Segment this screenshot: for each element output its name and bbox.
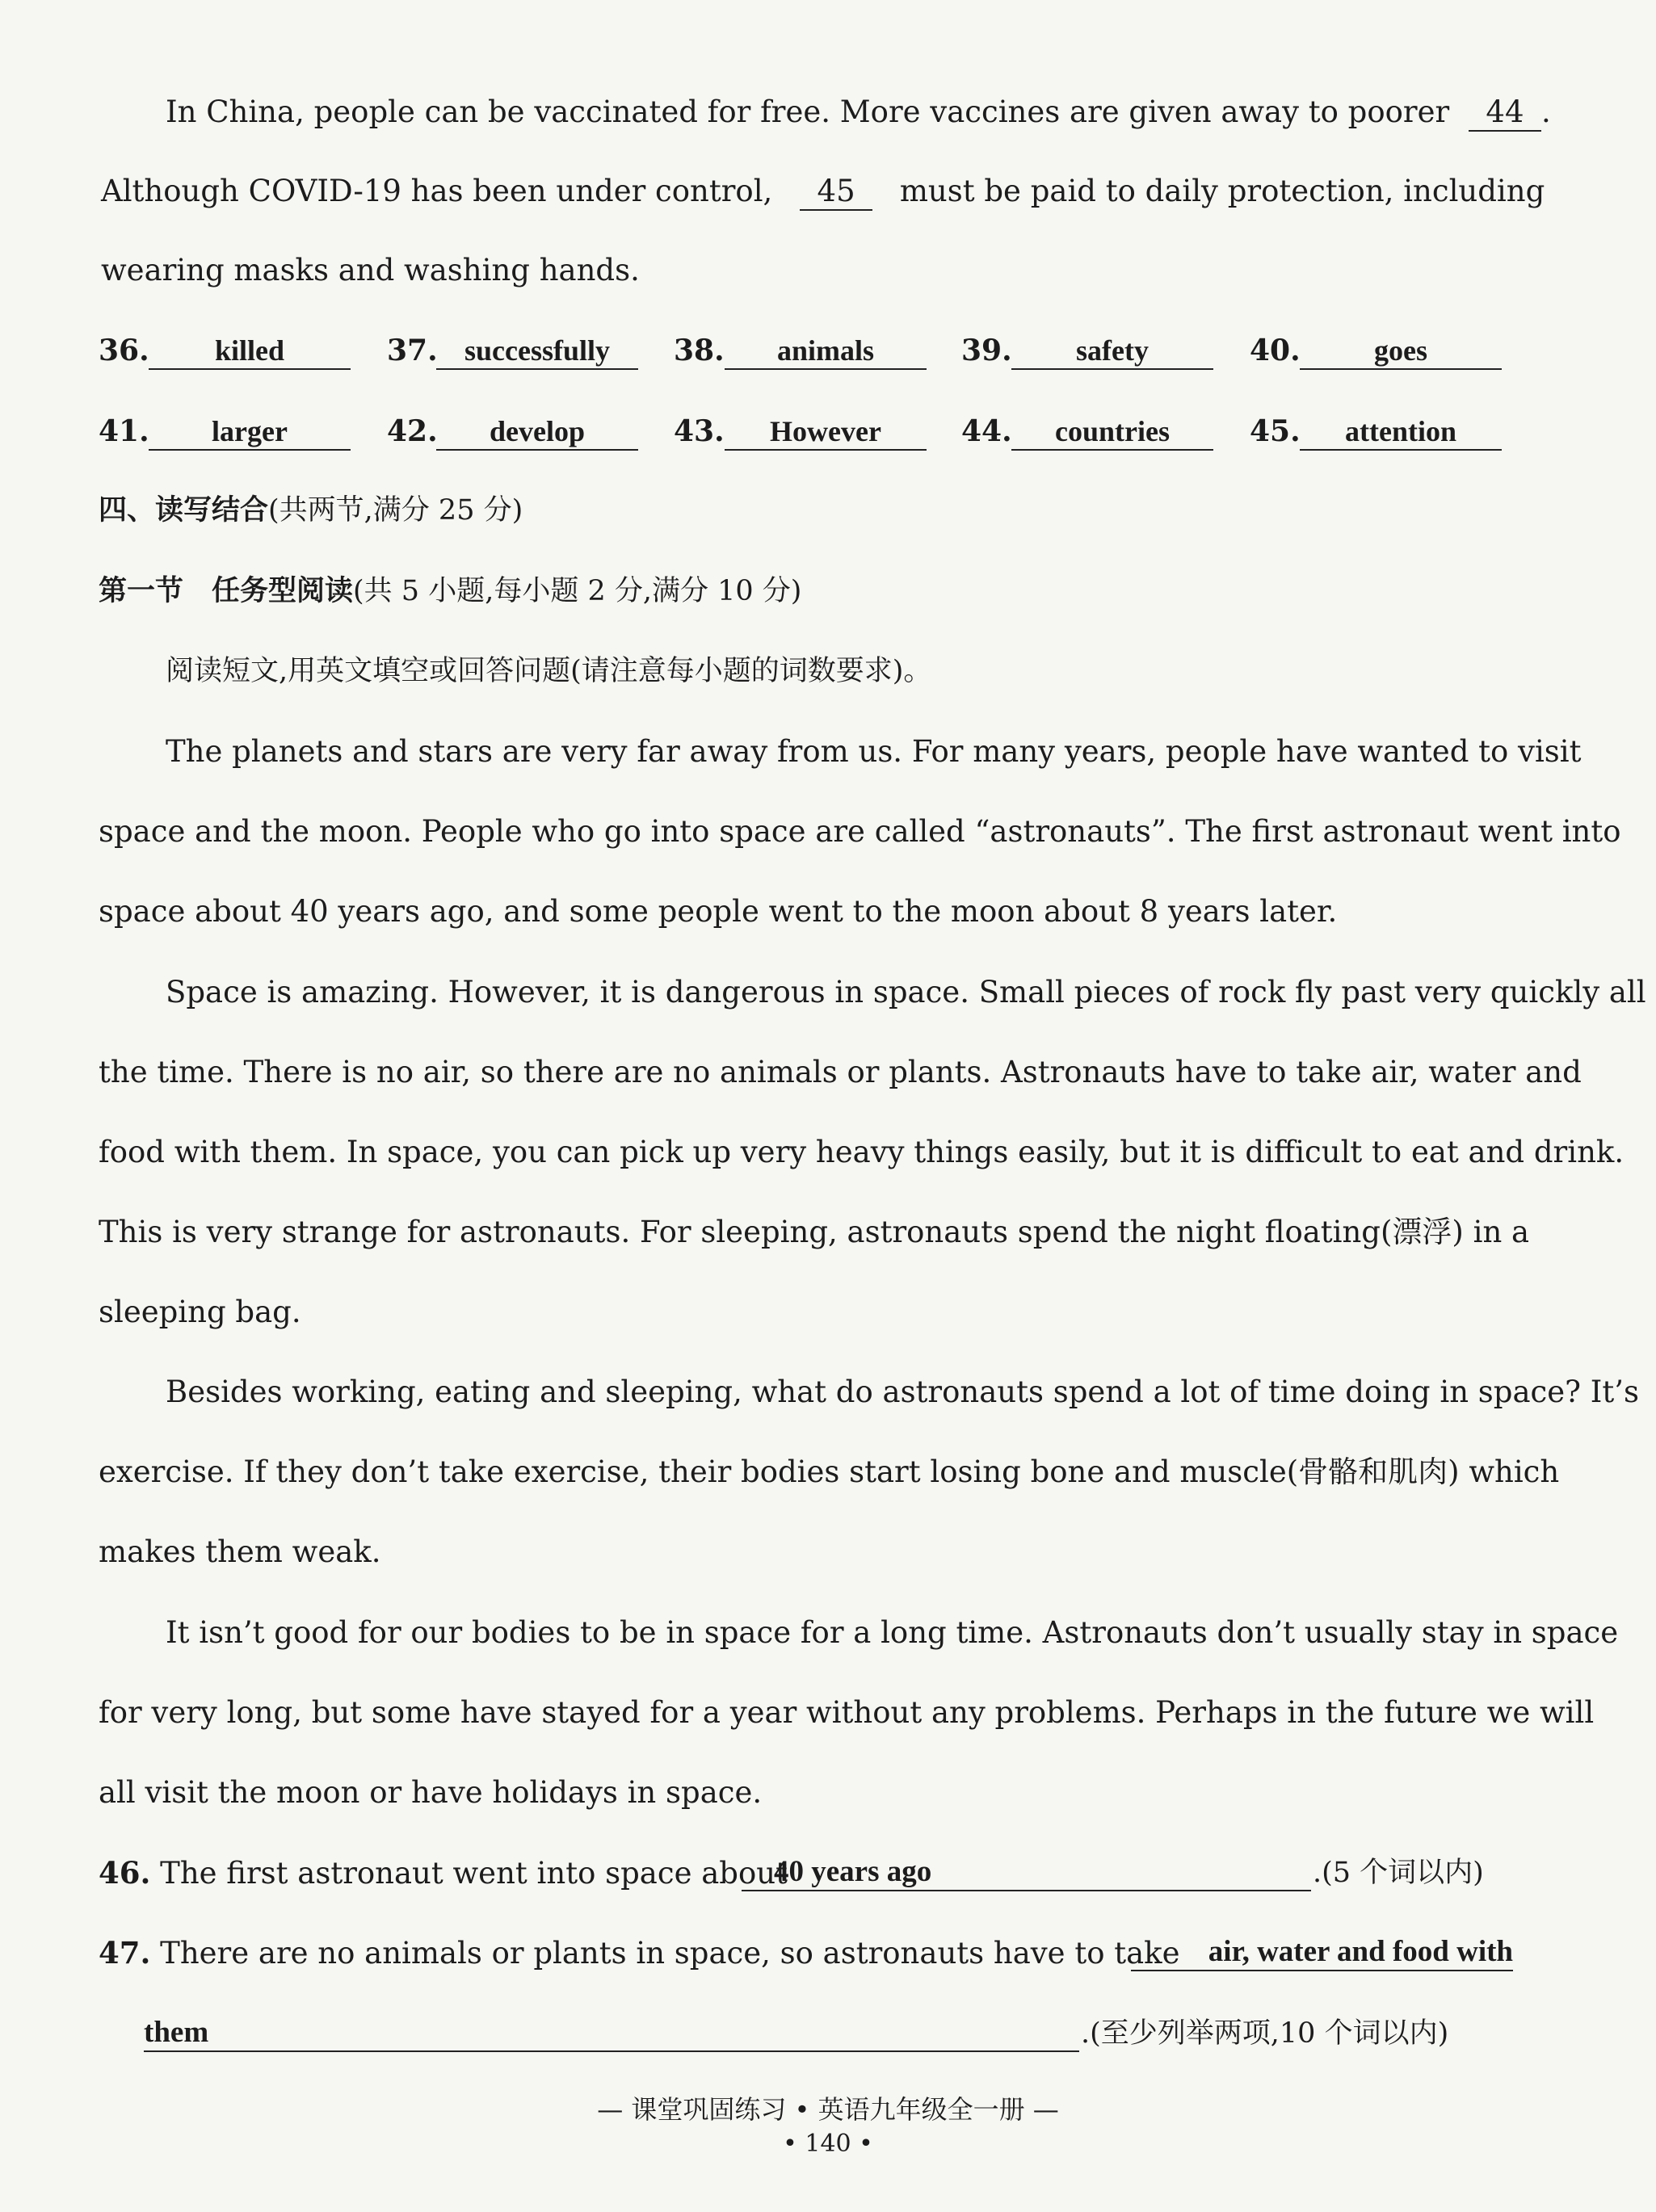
answer-number: 41.: [99, 414, 149, 448]
answer-47-text-2: them: [144, 2016, 209, 2049]
passage-line: food with them. In space, you can pick up very heavy things easily, but it is difficult to eat and drink.: [99, 1135, 1624, 1169]
passage-line: sleeping bag.: [99, 1295, 301, 1329]
section-title: 四、读写结合: [99, 493, 269, 527]
answer-blank: However: [725, 412, 927, 451]
passage-line: space and the moon. People who go into space are called “astronauts”. The first astronaut went into: [99, 814, 1621, 849]
question-46: [99, 1853, 788, 1893]
text: In China, people can be vaccinated for free. More vaccines are given away to poorer: [166, 94, 1450, 129]
word-limit-note: .(至少列举两项,10 个词以内): [1081, 2017, 1449, 2050]
passage-line: the time. There is no air, so there are no animals or plants. Astronauts have to take air, water and: [99, 1055, 1582, 1089]
answer-blank: safety: [1011, 331, 1213, 370]
answer-number: 38.: [674, 334, 725, 367]
answer-number: 42.: [387, 414, 438, 448]
answer-blank: larger: [149, 412, 351, 451]
answer-number: 36.: [99, 334, 149, 367]
paragraph-line: wearing masks and washing hands.: [101, 253, 640, 288]
blank-44: 44: [1469, 94, 1541, 132]
passage-line: It isn’t good for our bodies to be in space for a long time. Astronauts don’t usually stay in space: [166, 1615, 1619, 1650]
text: .: [1540, 94, 1551, 129]
instruction: 阅读短文,用英文填空或回答问题(请注意每小题的词数要求)。: [166, 655, 932, 687]
answer-46-text: 40 years ago: [774, 1855, 932, 1888]
passage-line: Besides working, eating and sleeping, what do astronauts spend a lot of time doing in space? It’s: [166, 1375, 1639, 1409]
answer-47-text-1: air, water and food with: [1208, 1935, 1513, 1968]
paragraph-line: [166, 93, 1551, 132]
paragraph-line: [101, 172, 1545, 211]
answer-blank: attention: [1300, 412, 1502, 451]
passage-line: makes them weak.: [99, 1534, 381, 1569]
passage-line: Space is amazing. However, it is dangerous in space. Small pieces of rock fly past very quickly all: [166, 975, 1646, 1009]
passage-line: The planets and stars are very far away from us. For many years, people have wanted to visit: [166, 734, 1582, 769]
footer-title: — 课堂巩固练习 • 英语九年级全一册 —: [597, 2094, 1059, 2125]
answer-blank: animals: [725, 331, 927, 370]
part-subtitle: (共 5 小题,每小题 2 分,满分 10 分): [353, 575, 802, 607]
question-text: The first astronaut went into space about: [160, 1856, 788, 1891]
answer-number: 39.: [961, 334, 1012, 367]
passage-line: for very long, but some have stayed for a year without any problems. Perhaps in the future we will: [99, 1695, 1595, 1730]
answer-number: 43.: [674, 414, 725, 448]
passage-line: space about 40 years ago, and some people went to the moon about 8 years later.: [99, 894, 1338, 929]
answer-blank: develop: [436, 412, 638, 451]
question-number: 47.: [99, 1935, 151, 1971]
answer-number: 44.: [961, 414, 1012, 448]
answer-number: 40.: [1250, 334, 1301, 367]
question-47: [99, 1933, 1180, 1973]
text: must be paid to daily protection, including: [899, 174, 1545, 208]
section-heading: [99, 491, 523, 530]
part-heading: [99, 572, 801, 611]
text: Although COVID-19 has been under control,: [101, 174, 773, 208]
answer-46-blank: [742, 1853, 1311, 1891]
answer-blank: successfully: [436, 331, 638, 370]
passage-line: This is very strange for astronauts. For sleeping, astronauts spend the night floating(漂浮) in a: [99, 1215, 1530, 1249]
section-subtitle: (共两节,满分 25 分): [268, 494, 523, 527]
blank-45: 45: [800, 174, 872, 211]
question-number: 46.: [99, 1855, 151, 1891]
page-number: • 140 •: [783, 2130, 873, 2158]
answer-blank: countries: [1011, 412, 1213, 451]
answer-blank: goes: [1300, 331, 1502, 370]
question-text: There are no animals or plants in space, so astronauts have to take: [160, 1936, 1180, 1971]
passage-line: all visit the moon or have holidays in space.: [99, 1775, 763, 1810]
passage-line: exercise. If they don’t take exercise, their bodies start losing bone and muscle(骨骼和肌肉) which: [99, 1454, 1560, 1489]
part-title: 第一节 任务型阅读: [99, 574, 354, 607]
answer-number: 45.: [1250, 414, 1301, 448]
answer-47-blank-1: [1131, 1933, 1513, 1971]
answer-blank: killed: [149, 331, 351, 370]
word-limit-note: .(5 个词以内): [1313, 1857, 1484, 1889]
answer-number: 37.: [387, 334, 438, 367]
answer-47-blank-2: [144, 2013, 1079, 2052]
